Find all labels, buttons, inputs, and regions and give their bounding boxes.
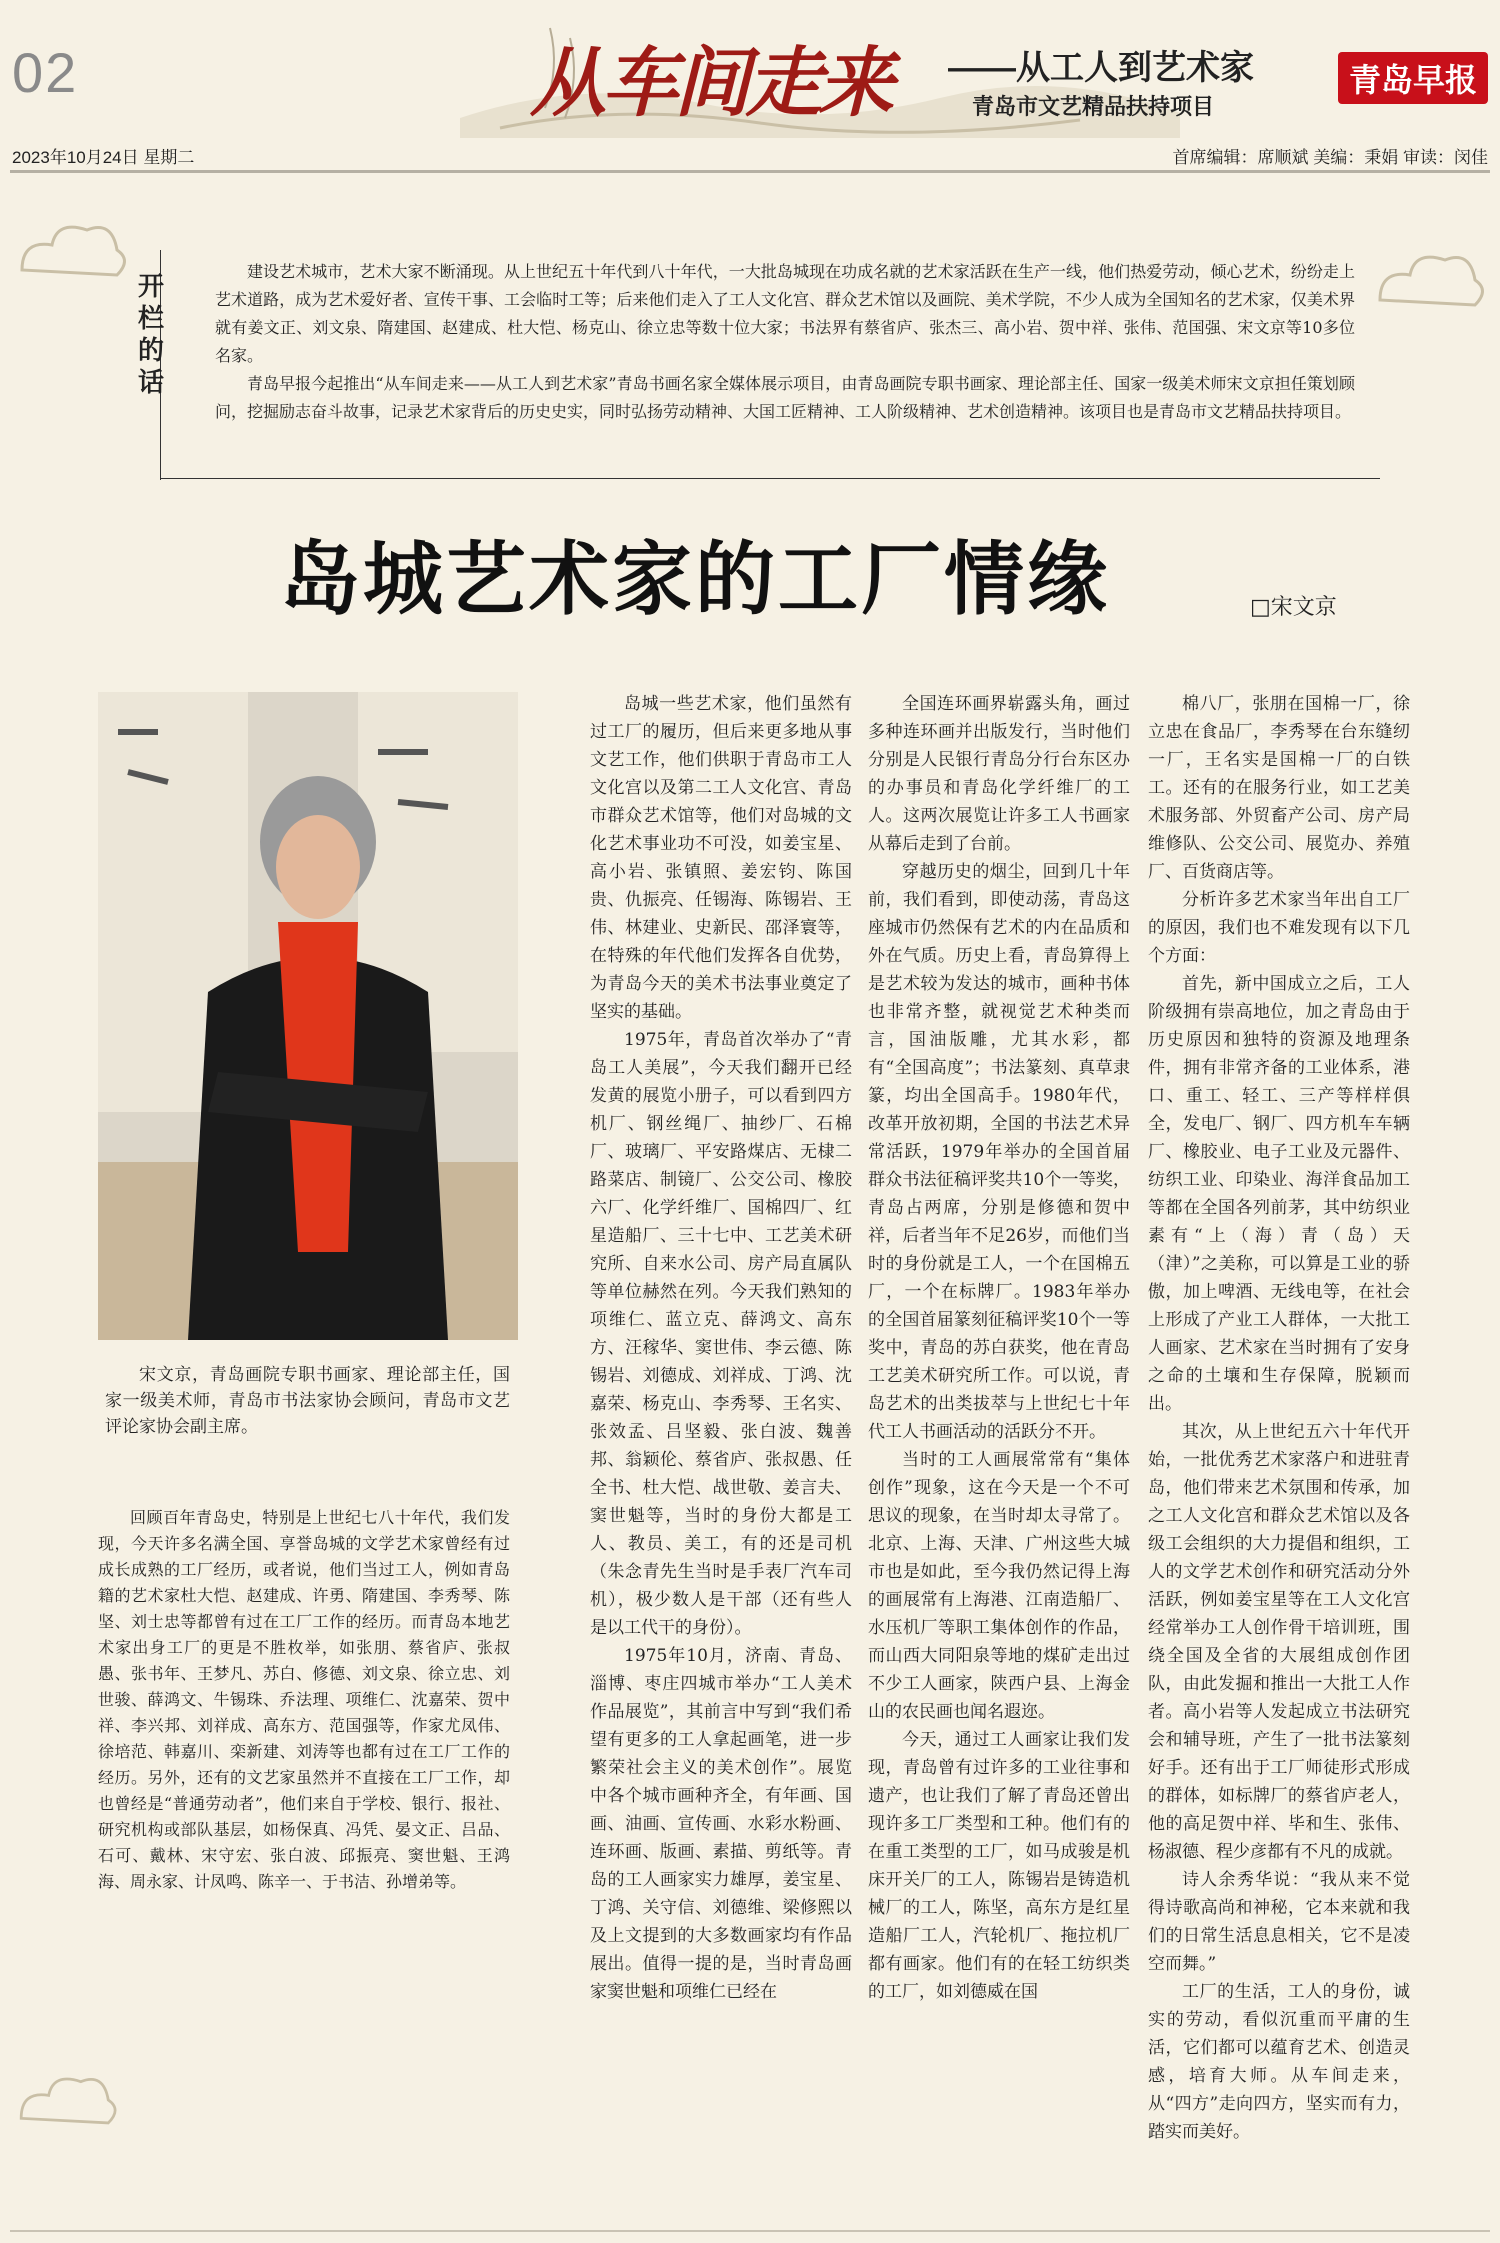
editors-credit: 首席编辑：席顺斌 美编：秉娟 审读：闵佳 <box>1172 148 1488 167</box>
article-column-1 <box>590 690 852 2006</box>
preface-paragraph: 青岛早报今起推出“从车间走来——从工人到艺术家”青岛书画名家全媒体展示项目，由青岛画院专职书画家、理论部主任、国家一级美术师宋文京担任策划顾问，挖掘励志奋斗故事，记录艺术家背后的历史史实，同时弘扬劳动精神、大国工匠精神、工人阶级精神、艺术创造精神。该项目也是青岛市文艺精品扶持项目。 <box>215 374 1355 421</box>
article-paragraph: 1975年，青岛首次举办了“青岛工人美展”，今天我们翻开已经发黄的展览小册子，可以看到四方机厂、钢丝绳厂、抽纱厂、石棉厂、玻璃厂、平安路煤店、无棣二路菜店、制镜厂、公交公司、橡胶六厂、化学纤维厂、国棉四厂、红星造船厂、三十七中、工艺美术研究所、自来水公司、房产局直属队等单位赫然在列。今天我们熟知的项维仁、蓝立克、薛鸿文、高东方、汪稼华、窦世伟、李云德、陈锡岩、刘德成、刘祥成、丁鸿、沈嘉荣、杨克山、李秀琴、王名实、张效孟、吕坚毅、张白波、魏善邦、翁颖伦、蔡省庐、张叔愚、任全书、杜大恺、战世敬、姜言夫、窦世魁等，当时的身份大都是工人、教员、美工，有的还是司机（朱念青先生当时是手表厂汽车司机），极少数人是干部（还有些人是以工代干的身份）。 <box>590 1030 852 1638</box>
masthead-title: 从车间走来 <box>530 38 890 127</box>
cloud-ornament-icon <box>12 2060 122 2140</box>
article-paragraph: 其次，从上世纪五六十年代开始，一批优秀艺术家落户和进驻青岛，他们带来艺术氛围和传承，加之工人文化宫和群众艺术馆以及各级工会组织的大力提倡和组织，工人的文学艺术创作和研究活动分外活跃，例如姜宝星等在工人文化宫经常举办工人创作骨干培训班，围绕全国及全省的大展组成创作团队，由此发掘和推出一大批工人作者。高小岩等人发起成立书法研究会和辅导班，产生了一批书法篆刻好手。还有出于工厂师徒形式形成的群体，如标牌厂的蔡省庐老人，他的高足贺中祥、毕和生、张伟、杨淑德、程少彦都有不凡的成就。 <box>1148 1422 1410 1862</box>
project-line: 青岛市文艺精品扶持项目 <box>972 94 1215 119</box>
byline: □宋文京 <box>1250 595 1337 620</box>
issue-date: 2023年10月24日 星期二 <box>12 148 195 167</box>
preface-bracket <box>160 478 1380 479</box>
preface-paragraph: 建设艺术城市，艺术大家不断涌现。从上世纪五十年代到八十年代，一大批岛城现在功成名就的艺术家活跃在生产一线，他们热爱劳动，倾心艺术，纷纷走上艺术道路，成为艺术爱好者、宣传干事、工会临时工等；后来他们走入了工人文化宫、群众艺术馆以及画院、美术学院，不少人成为全国知名的艺术家，仅美术界就有姜文正、刘文泉、隋建国、赵建成、杜大恺、杨克山、徐立忠等数十位大家；书法界有蔡省庐、张杰三、高小岩、贺中祥、张伟、范国强、宋文京等10多位名家。 <box>215 262 1355 365</box>
cloud-ornament-icon <box>12 210 132 290</box>
newspaper-logo: 青岛早报 <box>1338 52 1488 104</box>
article-title: 岛城艺术家的工厂情缘 <box>280 535 1110 624</box>
article-paragraph: 1975年10月，济南、青岛、淄博、枣庄四城市举办“工人美术作品展览”，其前言中写到“我们希望有更多的工人拿起画笔，进一步繁荣社会主义的美术创作”。展览中各个城市画种齐全，有年画、国画、油画、宣传画、水彩水粉画、连环画、版画、素描、剪纸等。青岛的工人画家实力雄厚，姜宝星、丁鸿、关守信、刘德维、梁修熙以及上文提到的大多数画家均有作品展出。值得一提的是，当时青岛画家窦世魁和项维仁已经在 <box>590 1646 852 2002</box>
cloud-ornament-icon <box>1370 240 1490 320</box>
article-paragraph: 诗人余秀华说：“我从来不觉得诗歌高尚和神秘，它本来就和我们的日常生活息息相关，它不是凌空而舞。” <box>1148 1870 1410 1974</box>
author-photo <box>98 692 518 1340</box>
article-paragraph: 当时的工人画展常常有“集体创作”现象，这在今天是一个不可思议的现象，在当时却太寻常了。北京、上海、天津、广州这些大城市也是如此，至今我仍然记得上海的画展常有上海港、江南造船厂、水压机厂等职工集体创作的作品，而山西大同阳泉等地的煤矿走出过不少工人画家，陕西户县、上海金山的农民画也闻名遐迩。 <box>868 1450 1130 1722</box>
article-paragraph: 回顾百年青岛史，特别是上世纪七八十年代，我们发现，今天许多名满全国、享誉岛城的文学艺术家曾经有过成长成熟的工厂经历，或者说，他们当过工人，例如青岛籍的艺术家杜大恺、赵建成、许勇、隋建国、李秀琴、陈坚、刘士忠等都曾有过在工厂工作的经历。而青岛本地艺术家出身工厂的更是不胜枚举，如张朋、蔡省庐、张叔愚、张书年、王梦凡、苏白、修德、刘文泉、徐立忠、刘世骏、薛鸿文、牛锡珠、乔法理、项维仁、沈嘉荣、贺中祥、李兴邦、刘祥成、高东方、范国强等，作家尤凤伟、徐培范、韩嘉川、栾新建、刘涛等也都有过在工厂工作的经历。另外，还有的文艺家虽然并不直接在工厂工作，却也曾经是“普通劳动者”，他们来自于学校、银行、报社、研究机构或部队基层，如杨保真、冯凭、晏文正、吕品、石可、戴林、宋守宏、张白波、邱振亮、窦世魁、王鸿海、周永家、计凤鸣、陈辛一、于书洁、孙增弟等。 <box>98 1508 510 1891</box>
photo-caption: 宋文京，青岛画院专职书画家、理论部主任，国家一级美术师，青岛市书法家协会顾问，青岛市文艺评论家协会副主席。 <box>105 1365 510 1437</box>
article-paragraph: 全国连环画界崭露头角，画过多种连环画并出版发行，当时他们分别是人民银行青岛分行台东区办的办事员和青岛化学纤维厂的工人。这两次展览让许多工人书画家从幕后走到了台前。 <box>868 694 1130 854</box>
article-paragraph: 穿越历史的烟尘，回到几十年前，我们看到，即使动荡，青岛这座城市仍然保有艺术的内在品质和外在气质。历史上看，青岛算得上是艺术较为发达的城市，画种书体也非常齐整，就视觉艺术种类而言，国油版雕，尤其水彩，都有“全国高度”；书法篆刻、真草隶篆，均出全国高手。1980年代，改革开放初期，全国的书法艺术异常活跃，1979年举办的全国首届群众书法征稿评奖共10个一等奖，青岛占两席，分别是修德和贺中祥，后者当年不足26岁，而他们当时的身份就是工人，一个在国棉五厂，一个在标牌厂。1983年举办的全国首届篆刻征稿评奖10个一等奖中，青岛的苏白获奖，他在青岛工艺美术研究所工作。可以说，青岛艺术的出类拔萃与上世纪七十年代工人书画活动的活跃分不开。 <box>868 862 1130 1442</box>
footer-divider <box>10 2230 1490 2232</box>
masthead-subtitle: ——从工人到艺术家 <box>948 49 1254 87</box>
page-number: 02 <box>12 41 79 104</box>
preface-text <box>215 258 1355 426</box>
article-paragraph: 分析许多艺术家当年出自工厂的原因，我们也不难发现有以下几个方面： <box>1148 890 1410 966</box>
article-paragraph: 首先，新中国成立之后，工人阶级拥有崇高地位，加之青岛由于历史原因和独特的资源及地理条件，拥有非常齐备的工业体系，港口、重工、轻工、三产等样样俱全，发电厂、钢厂、四方机车车辆厂、橡胶业、电子工业及元器件、纺织工业、印染业、海洋食品加工等都在全国各列前茅，其中纺织业素有“上（海）青（岛）天（津）”之美称，可以算是工业的骄傲，加上啤酒、无线电等，在社会上形成了产业工人群体，一大批工人画家、艺术家在当时拥有了安身之命的土壤和生存保障，脱颖而出。 <box>1148 974 1410 1414</box>
preface-label: 开栏的话 <box>138 271 165 397</box>
article-column-2 <box>868 690 1130 2006</box>
article-paragraph: 棉八厂，张朋在国棉一厂，徐立忠在食品厂，李秀琴在台东缝纫一厂，王名实是国棉一厂的白铁工。还有的在服务行业，如工艺美术服务部、外贸畜产公司、房产局维修队、公交公司、展览办、养殖厂、百货商店等。 <box>1148 694 1410 882</box>
article-column-lower-left <box>98 1505 510 1895</box>
article-paragraph: 今天，通过工人画家让我们发现，青岛曾有过许多的工业往事和遗产，也让我们了解了青岛还曾出现许多工厂类型和工种。他们有的在重工类型的工厂，如马成骏是机床开关厂的工人，陈锡岩是铸造机械厂的工人，陈坚，高东方是红星造船厂工人，汽轮机厂、拖拉机厂都有画家。他们有的在轻工纺织类的工厂，如刘德威在国 <box>868 1730 1130 2002</box>
header-divider <box>10 170 1490 173</box>
article-paragraph: 工厂的生活，工人的身份，诚实的劳动，看似沉重而平庸的生活，它们都可以蕴育艺术、创造灵感，培育大师。从车间走来，从“四方”走向四方，坚实而有力，踏实而美好。 <box>1148 1982 1410 2142</box>
article-column-3 <box>1148 690 1410 2146</box>
article-paragraph: 岛城一些艺术家，他们虽然有过工厂的履历，但后来更多地从事文艺工作，他们供职于青岛市工人文化宫以及第二工人文化宫、青岛市群众艺术馆等，他们对岛城的文化艺术事业功不可没，如姜宝星、高小岩、张镇照、姜宏钧、陈国贵、仇振亮、任锡海、陈锡岩、王伟、林建业、史新民、邵泽寰等，在特殊的年代他们发挥各自优势，为青岛今天的美术书法事业奠定了坚实的基础。 <box>590 694 852 1022</box>
